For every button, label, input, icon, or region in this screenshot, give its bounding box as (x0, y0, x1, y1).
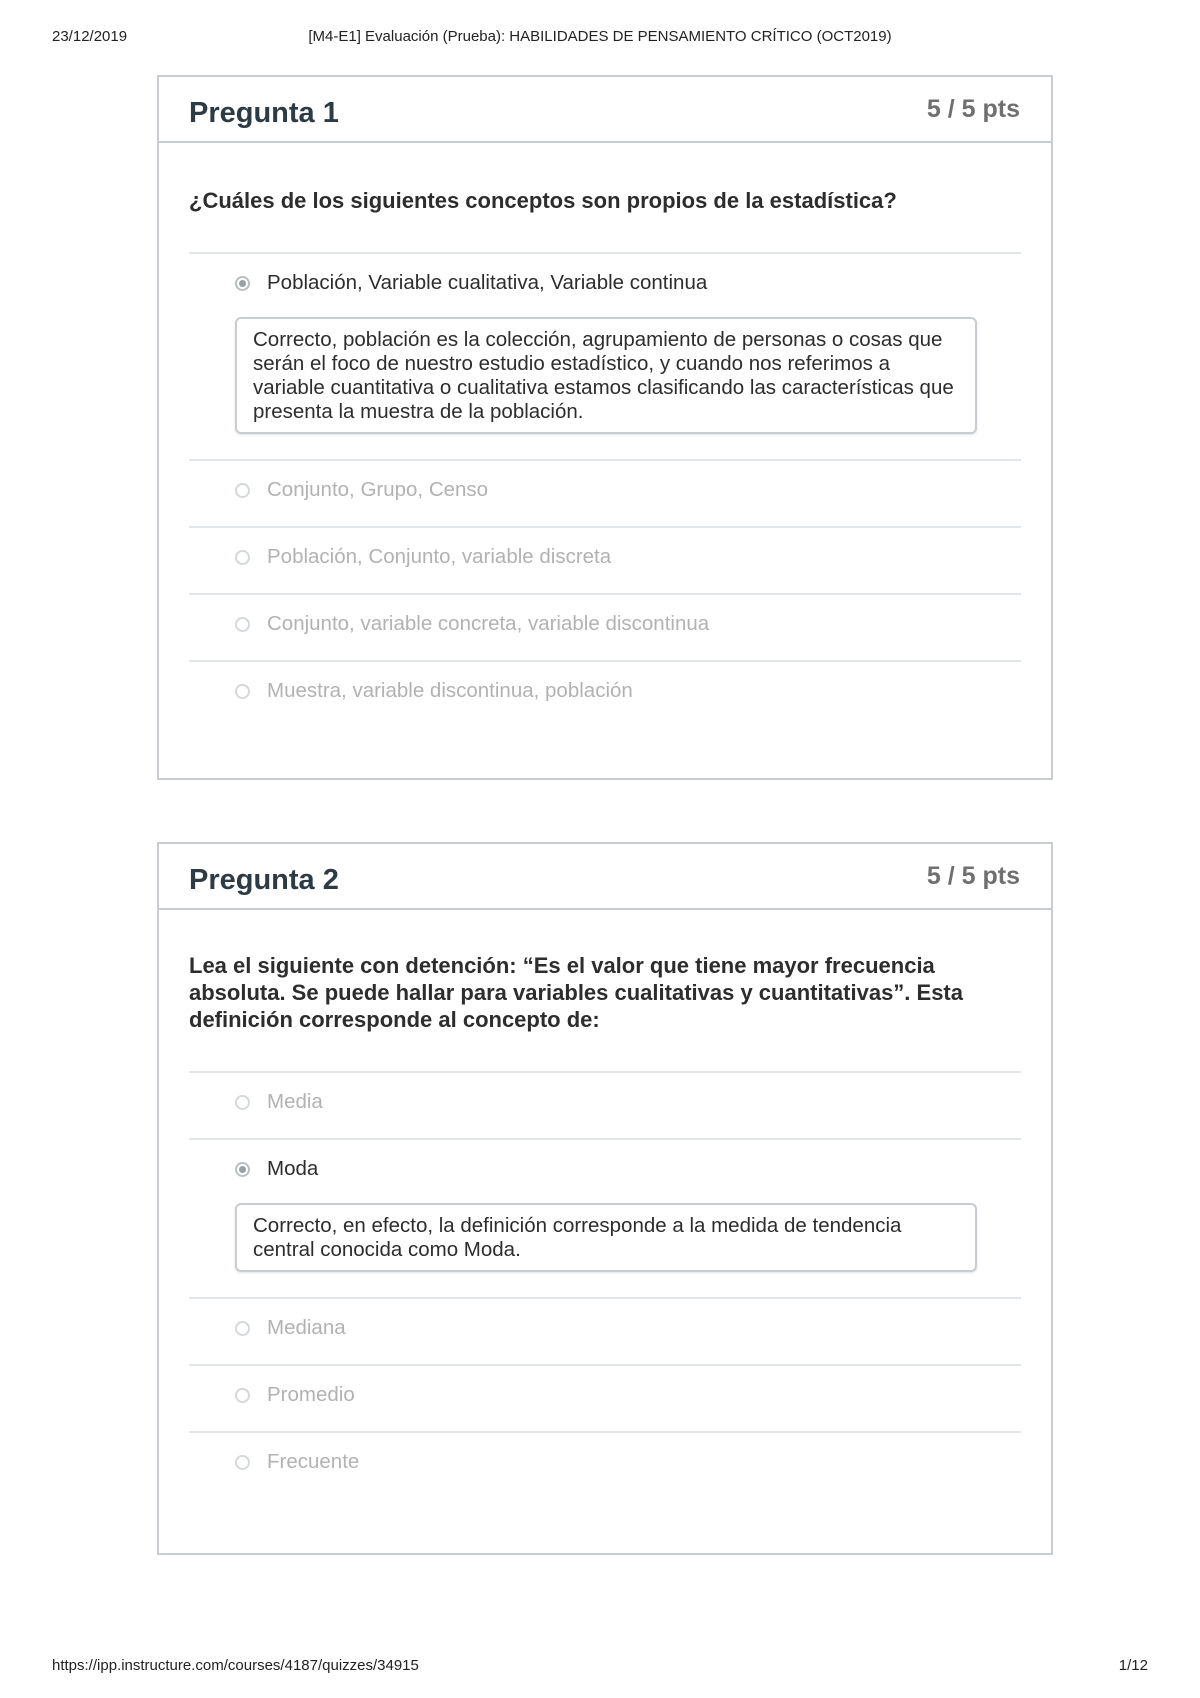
answer-label: Población, Variable cualitativa, Variable continua (267, 271, 708, 294)
radio-icon[interactable] (235, 550, 250, 565)
answer-label: Población, Conjunto, variable discreta (267, 545, 612, 568)
radio-selected-icon[interactable] (235, 276, 250, 291)
answer-feedback: Correcto, población es la colección, agrupamiento de personas o cosas que serán el foco de nuestro estudio estadístico, y cuando nos referimos a variable cuantitativa o cualitativa estamos clasificando las características que presenta la muestra de la población. (235, 317, 977, 434)
answer-option[interactable] (189, 1433, 1021, 1500)
page-url: https://ipp.instructure.com/courses/4187/quizzes/34915 (52, 1657, 419, 1674)
answer-label: Muestra, variable discontinua, población (267, 679, 633, 702)
document-title: [M4-E1] Evaluación (Prueba): HABILIDADES DE PENSAMIENTO CRÍTICO (OCT2019) (308, 28, 892, 45)
radio-icon[interactable] (235, 617, 250, 632)
print-footer (52, 1657, 1148, 1677)
question-body (159, 143, 1051, 729)
question-title: Pregunta 2 (189, 864, 339, 896)
radio-icon[interactable] (235, 1455, 250, 1470)
answer-label: Mediana (267, 1316, 346, 1339)
question-points: 5 / 5 pts (926, 95, 1020, 123)
answer-label: Conjunto, Grupo, Censo (267, 478, 489, 501)
answer-option[interactable] (189, 662, 1021, 729)
question-text: Lea el siguiente con detención: “Es el valor que tiene mayor frecuencia absoluta. Se puede hallar para variables cualitativas y cuantitativas”. Esta definición corresponde al concepto de: (189, 910, 1021, 1073)
radio-icon[interactable] (235, 1095, 250, 1110)
answer-option[interactable] (189, 1299, 1021, 1366)
question-header (159, 77, 1051, 143)
print-header (52, 28, 1148, 48)
answer-feedback: Correcto, en efecto, la definición corresponde a la medida de tendencia central conocida como Moda. (235, 1203, 977, 1272)
print-date: 23/12/2019 (52, 28, 128, 45)
radio-icon[interactable] (235, 1321, 250, 1336)
question-card (157, 842, 1053, 1555)
radio-icon[interactable] (235, 1388, 250, 1403)
answer-label: Media (267, 1090, 323, 1113)
question-card (157, 75, 1053, 780)
question-body (159, 910, 1051, 1500)
answer-option[interactable] (189, 1140, 1021, 1299)
question-text: ¿Cuáles de los siguientes conceptos son propios de la estadística? (189, 143, 1021, 254)
radio-icon[interactable] (235, 684, 250, 699)
answer-label: Frecuente (267, 1450, 360, 1473)
answer-label: Promedio (267, 1383, 355, 1406)
answer-option[interactable] (189, 254, 1021, 461)
answer-option[interactable] (189, 461, 1021, 528)
question-header (159, 844, 1051, 910)
answer-option[interactable] (189, 1073, 1021, 1140)
radio-icon[interactable] (235, 483, 250, 498)
question-points: 5 / 5 pts (926, 862, 1020, 890)
answer-option[interactable] (189, 595, 1021, 662)
answer-label: Moda (267, 1157, 319, 1180)
question-title: Pregunta 1 (189, 97, 339, 129)
answer-label: Conjunto, variable concreta, variable discontinua (267, 612, 710, 635)
page-number: 1/12 (1118, 1657, 1148, 1674)
radio-selected-icon[interactable] (235, 1162, 250, 1177)
answer-option[interactable] (189, 528, 1021, 595)
answer-option[interactable] (189, 1366, 1021, 1433)
